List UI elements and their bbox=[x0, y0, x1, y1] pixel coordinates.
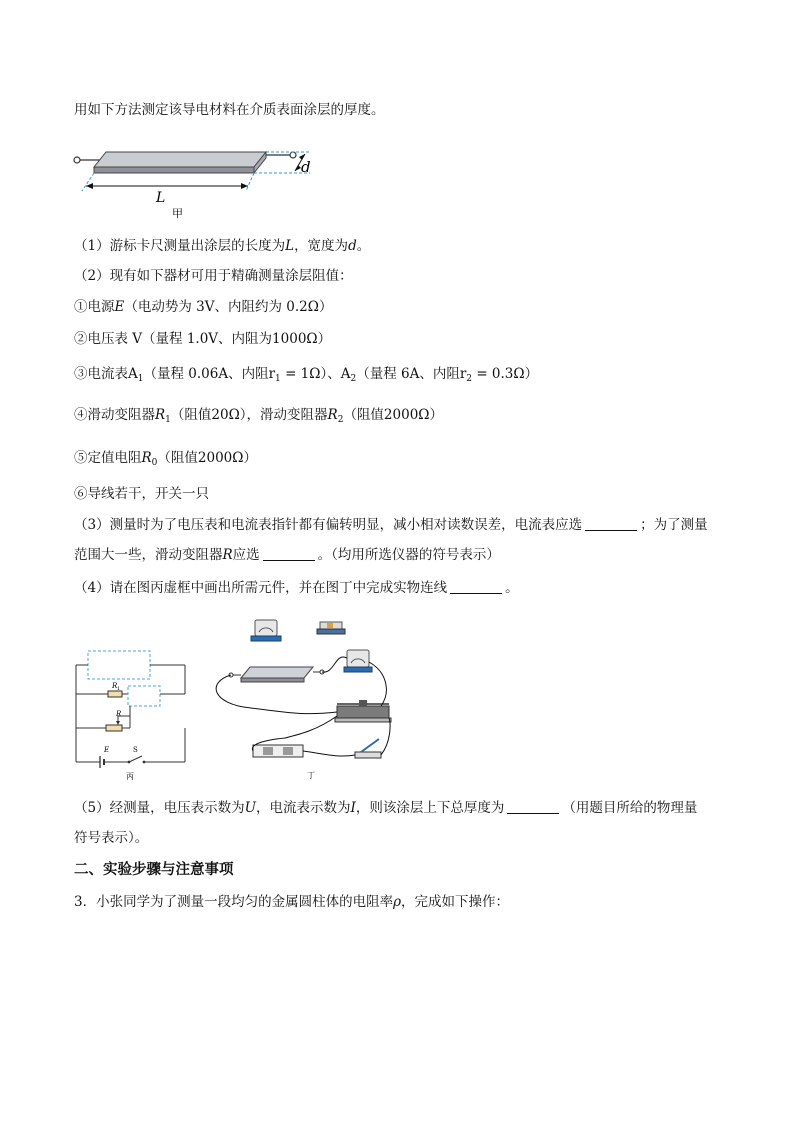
svg-text:1: 1 bbox=[117, 686, 121, 692]
answer-blank-thickness[interactable] bbox=[507, 799, 559, 814]
switch-apparatus-icon bbox=[355, 739, 381, 758]
item-voltmeter: ②电压表 V（量程 1.0V、内阻为1000Ω） bbox=[74, 331, 332, 347]
answer-blank-wiring[interactable] bbox=[450, 579, 502, 594]
label-width: d bbox=[301, 158, 311, 176]
item-power-source: ①电源E（电动势为 3V、内阻约为 0.2Ω） bbox=[74, 299, 333, 315]
switch-icon bbox=[129, 756, 142, 762]
terminal-left-icon bbox=[74, 157, 80, 163]
answer-blank-ammeter[interactable] bbox=[585, 516, 637, 531]
figure-jia bbox=[70, 142, 330, 222]
coating-plate-top bbox=[94, 152, 266, 167]
figure-bing-circuit bbox=[72, 646, 197, 781]
dashed-box-top bbox=[88, 651, 150, 679]
svg-text:E: E bbox=[104, 746, 110, 754]
figure-ding-apparatus bbox=[205, 612, 395, 782]
terminal-right-icon bbox=[290, 152, 296, 158]
answer-blank-rheostat[interactable] bbox=[263, 546, 315, 561]
rheostat-icon bbox=[106, 725, 122, 731]
question-4: （4）请在图丙虚框中画出所需元件，并在图丁中完成实物连线 。 bbox=[74, 580, 519, 596]
svg-text:R: R bbox=[112, 682, 118, 690]
meter-connected-icon bbox=[344, 650, 372, 672]
coating-plate-icon bbox=[241, 667, 313, 678]
label-length: L bbox=[156, 190, 166, 206]
svg-text:R: R bbox=[116, 710, 122, 718]
intro-text: 用如下方法测定该导电材料在介质表面涂层的厚度。 bbox=[74, 102, 385, 118]
question-3-line-1: （3）测量时为了电压表和电流表指针都有偏转明显，减小相对读数误差，电流表应选 ；为了测量 bbox=[74, 517, 708, 533]
coating-plate-front bbox=[94, 167, 254, 173]
question-5-line-1: （5）经测量，电压表示数为U，电流表示数为I，则该涂层上下总厚度为 （用题目所给的物理量 bbox=[74, 800, 698, 816]
svg-text:S: S bbox=[133, 746, 138, 754]
figure-jia-caption: 甲 bbox=[172, 207, 183, 220]
meter-icon bbox=[251, 620, 281, 641]
battery-box-icon bbox=[253, 745, 303, 757]
dashed-box-middle bbox=[128, 686, 160, 706]
question-6: 3．小张同学为了测量一段均匀的金属圆柱体的电阻率ρ，完成如下操作： bbox=[74, 894, 510, 910]
question-1: （1）游标卡尺测量出涂层的长度为L，宽度为d。 bbox=[74, 238, 371, 254]
component-icon bbox=[317, 622, 345, 634]
item-wires-switch: ⑥导线若干，开关一只 bbox=[74, 486, 209, 502]
figure-ding-caption: 丁 bbox=[307, 771, 315, 780]
item-ammeters: ③电流表$A_1$（量程 0.06A、内阻$r_1 = 1\Omega$）、$A_2$（量程 6A、内阻$r_2 = 0.3\Omega$） bbox=[74, 366, 539, 384]
question-3-line-2: 范围大一些，滑动变阻器R应选 。（均用所选仪器的符号表示） bbox=[74, 547, 500, 563]
item-rheostats: ④滑动变阻器$R_1$（阻值20Ω），滑动变阻器$R_2$（阻值2000Ω） bbox=[74, 407, 443, 425]
figure-bing-caption: 丙 bbox=[126, 772, 134, 781]
item-fixed-resistor: ⑤定值电阻$R_0$（阻值2000Ω） bbox=[74, 450, 257, 468]
section-heading: 二、实验步骤与注意事项 bbox=[74, 862, 234, 878]
question-2: （2）现有如下器材可用于精确测量涂层阻值： bbox=[74, 268, 353, 284]
question-5-line-2: 符号表示）。 bbox=[74, 830, 149, 846]
